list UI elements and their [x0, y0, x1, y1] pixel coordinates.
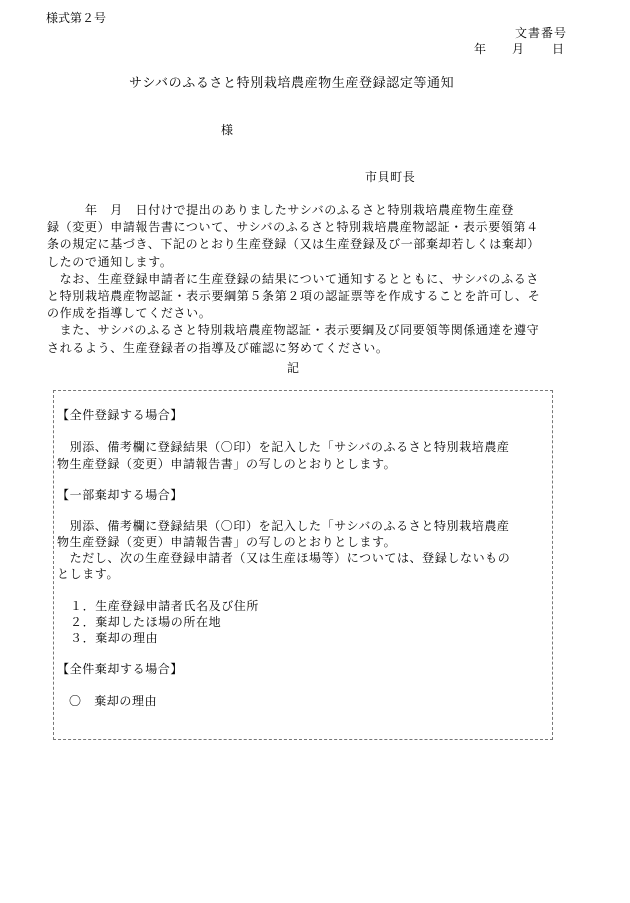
body-line: なお、生産登録申請者に生産登録の結果について通知するとともに、サシバのふるさ: [47, 271, 540, 286]
date-month: 月: [512, 42, 525, 56]
list-item: １．生産登録申請者氏名及び住所: [70, 599, 260, 613]
box-text-line: 別添、備考欄に登録結果（〇印）を記入した「サシバのふるさと特別栽培農産: [57, 519, 510, 533]
box-text-line: 物生産登録（変更）申請報告書」の写しのとおりとします。: [57, 457, 397, 471]
body-line: また、サシバのふるさと特別栽培農産物認証・表示要綱及び同要領等関係通達を遵守: [47, 323, 540, 338]
box-text-line: 別添、備考欄に登録結果（〇印）を記入した「サシバのふるさと特別栽培農産: [57, 440, 510, 454]
sender-name: 市貝町長: [365, 170, 416, 184]
document-number-label: 文書番号: [515, 26, 568, 40]
form-number: 様式第２号: [46, 11, 107, 25]
page-title: サシバのふるさと特別栽培農産物生産登録認定等通知: [129, 76, 455, 91]
section-heading-partial-rejection: 【一部棄却する場合】: [57, 488, 184, 502]
ki-label: 記: [287, 361, 300, 375]
list-item: ２．棄却したほ場の所在地: [70, 615, 222, 629]
body-line: されるよう、生産登録者の指導及び確認に努めてください。: [47, 340, 389, 355]
section-heading-full-registration: 【全件登録する場合】: [57, 408, 184, 422]
body-text: [47, 202, 577, 357]
body-line: と特別栽培農産物認証・表示要綱第５条第２項の認証票等を作成することを許可し、そ: [47, 289, 541, 304]
section-heading-full-rejection: 【全件棄却する場合】: [57, 662, 184, 676]
body-line: 年 月 日付けで提出のありましたサシバのふるさと特別栽培農産物生産登: [47, 203, 514, 217]
date-day: 日: [552, 42, 565, 56]
body-line: 条の規定に基づき、下記のとおり生産登録（又は生産登録及び一部棄却若しくは棄却）: [47, 237, 540, 252]
date-year: 年: [474, 42, 487, 56]
body-line: 録（変更）申請報告書について、サシバのふるさと特別栽培農産物認証・表示要領第４: [47, 220, 539, 235]
list-item: 〇 棄却の理由: [69, 694, 158, 708]
box-text-line: とします。: [57, 567, 120, 581]
list-item: ３．棄却の理由: [70, 631, 159, 645]
box-text-line: ただし、次の生産登録申請者（又は生産ほ場等）については、登録しないもの: [57, 551, 511, 565]
addressee-suffix: 様: [221, 123, 234, 137]
body-line: したので通知します。: [47, 254, 173, 269]
box-text-line: 物生産登録（変更）申請報告書」の写しのとおりとします。: [57, 535, 397, 549]
body-line: の作成を指導してください。: [47, 306, 212, 321]
